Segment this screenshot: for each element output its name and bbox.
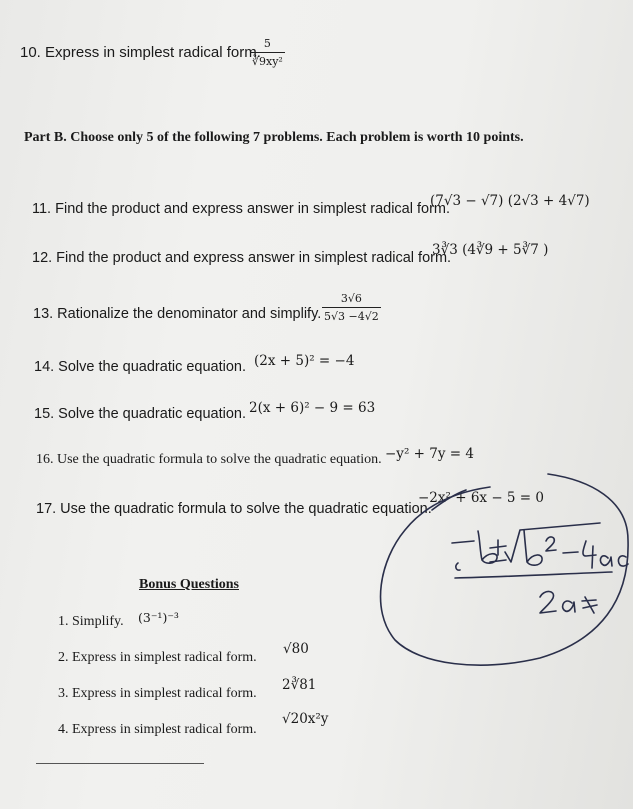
bonus-item-4-text: 4. Express in simplest radical form. xyxy=(58,722,257,737)
ink-minus xyxy=(563,552,578,553)
question-11-text: 11. Find the product and express answer in simplest radical form. xyxy=(32,201,451,217)
question-17-expression: −2x² + 6x − 5 = 0 xyxy=(418,490,544,506)
bonus-item-3-expression: 2∛81 xyxy=(282,677,317,693)
question-11-expression: (7√3 − √7) (2√3 + 4√7) xyxy=(430,193,590,209)
bonus-item-2-text: 2. Express in simplest radical form. xyxy=(58,650,257,665)
question-14-text: 14. Solve the quadratic equation. xyxy=(34,359,247,375)
part-b-heading: Part B. Choose only 5 of the following 7 problems. Each problem is worth 10 points. xyxy=(24,130,524,145)
question-16-expression: −y² + 7y = 4 xyxy=(385,446,474,462)
bonus-item-4-expression: √20x²y xyxy=(282,711,329,727)
ink-circle-stroke xyxy=(381,474,629,665)
ink-exp-2 xyxy=(546,537,556,551)
bonus-item-1-text: 1. Simplify. xyxy=(58,614,124,629)
ink-a xyxy=(600,556,612,566)
ink-b2 xyxy=(524,530,542,565)
ink-fraction-bar xyxy=(455,572,612,578)
question-10-text: 10. Express in simplest radical form. xyxy=(20,44,261,61)
question-15-text: 15. Solve the quadratic equation. xyxy=(34,406,247,422)
question-13-denominator: 5√3 −4√2 xyxy=(322,307,381,323)
question-16-text: 16. Use the quadratic formula to solve the quadratic equation. xyxy=(36,452,382,467)
ink-4 xyxy=(583,541,596,568)
question-10-denominator: ∛9xy² xyxy=(250,52,285,68)
question-13-numerator: 3√6 xyxy=(340,292,362,305)
question-15-expression: 2(x + 6)² − 9 = 63 xyxy=(249,400,376,416)
bonus-item-2-expression: √80 xyxy=(283,641,309,657)
question-17-text: 17. Use the quadratic formula to solve the quadratic equation. xyxy=(36,501,432,517)
bonus-item-3-text: 3. Express in simplest radical form. xyxy=(58,686,257,701)
ink-a2 xyxy=(563,601,575,612)
question-12-expression: 3∛3 (4∛9 + 5∛7 ) xyxy=(432,242,549,258)
bonus-item-1-expression: (3⁻¹)⁻³ xyxy=(138,610,179,625)
question-10-numerator: 5 xyxy=(263,37,271,50)
ink-small-mark xyxy=(456,563,460,570)
ink-plus-minus xyxy=(490,540,506,562)
ink-minus-b xyxy=(452,541,474,543)
question-14-expression: (2x + 5)² = −4 xyxy=(254,353,355,369)
question-12-text: 12. Find the product and express answer in simplest radical form. xyxy=(32,250,452,266)
question-13-text: 13. Rationalize the denominator and simplify. xyxy=(33,306,322,322)
ink-scribble xyxy=(582,597,597,613)
bonus-heading: Bonus Questions xyxy=(139,577,239,592)
ink-2 xyxy=(540,591,556,613)
